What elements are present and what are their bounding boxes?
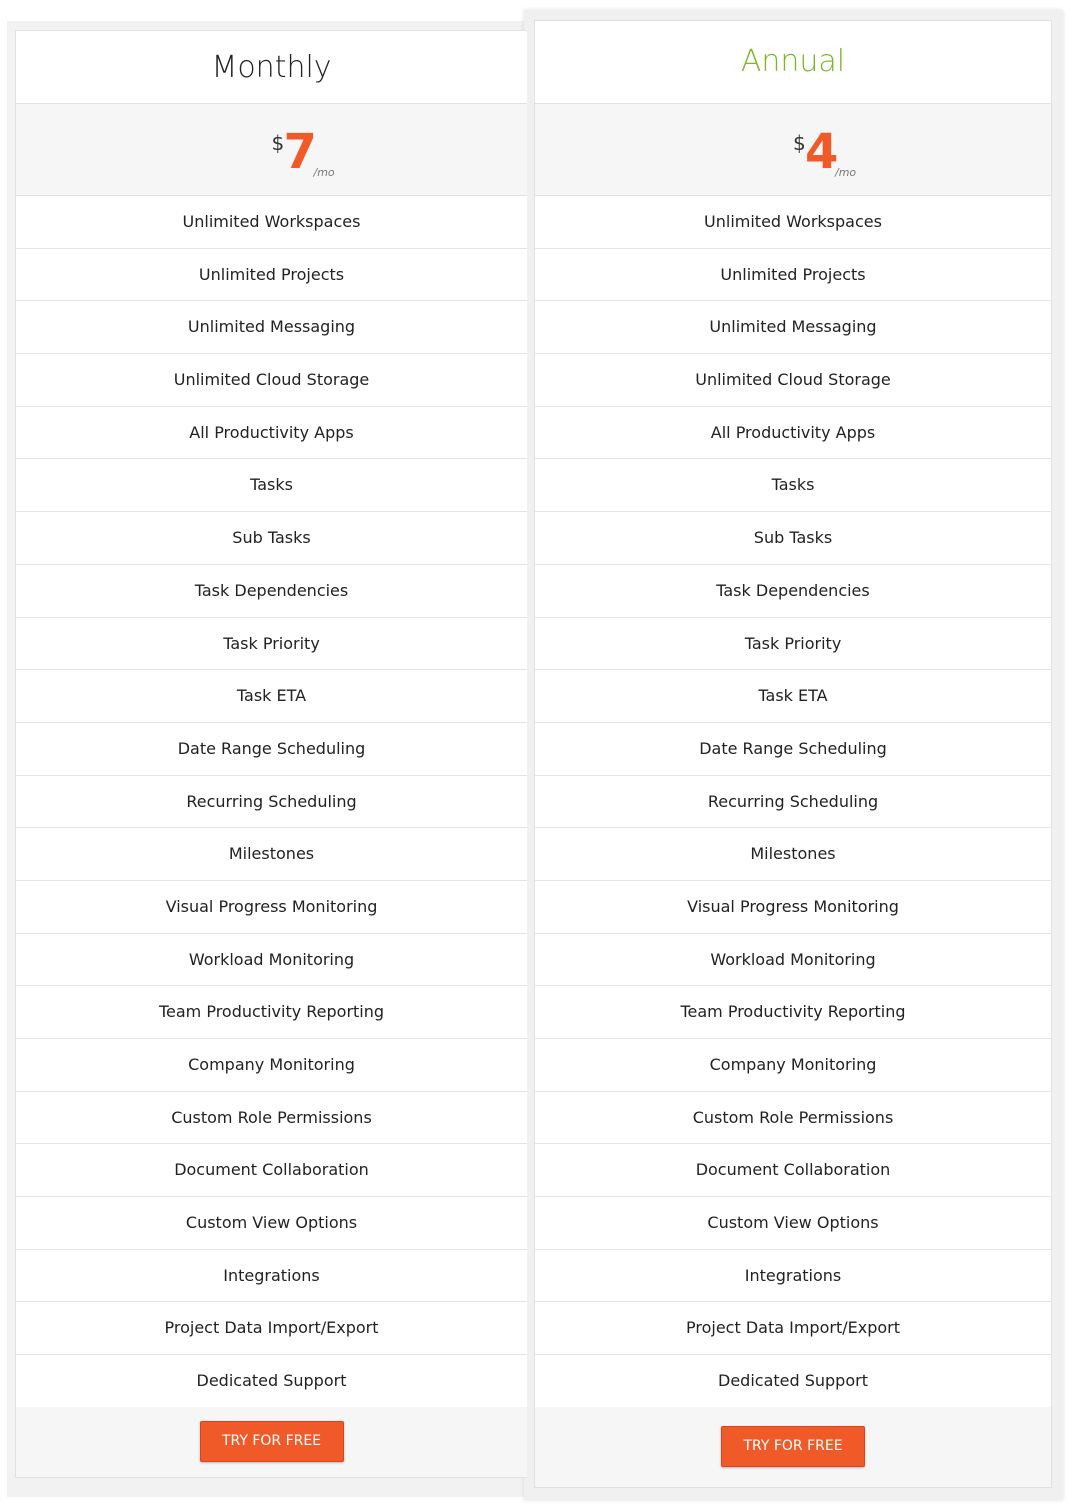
feature-item: Integrations (16, 1250, 527, 1303)
feature-item: Date Range Scheduling (16, 723, 527, 776)
feature-item: Tasks (16, 459, 527, 512)
feature-item: Integrations (535, 1250, 1051, 1303)
feature-item: Dedicated Support (16, 1355, 527, 1408)
feature-item: Document Collaboration (535, 1144, 1051, 1197)
feature-list (16, 196, 527, 1408)
feature-item: Task Priority (16, 618, 527, 671)
currency-symbol: $ (271, 131, 285, 155)
feature-item: Workload Monitoring (16, 934, 527, 987)
feature-item: Visual Progress Monitoring (535, 881, 1051, 934)
feature-item: Document Collaboration (16, 1144, 527, 1197)
feature-item: Task Dependencies (16, 565, 527, 618)
price-period: /mo (835, 166, 857, 179)
feature-item: Unlimited Workspaces (535, 196, 1051, 249)
feature-list (535, 196, 1051, 1408)
feature-item: Unlimited Cloud Storage (535, 354, 1051, 407)
feature-item: Unlimited Cloud Storage (16, 354, 527, 407)
plan-title: Monthly (16, 31, 527, 104)
feature-item: Recurring Scheduling (535, 776, 1051, 829)
feature-item: Custom View Options (16, 1197, 527, 1250)
currency-symbol: $ (793, 131, 806, 155)
pricing-card-monthly (15, 30, 527, 1478)
feature-item: Project Data Import/Export (16, 1302, 527, 1355)
feature-item: Tasks (535, 459, 1051, 512)
feature-item: Workload Monitoring (535, 934, 1051, 987)
feature-item: Team Productivity Reporting (16, 986, 527, 1039)
card-footer (535, 1407, 1051, 1487)
feature-item: Visual Progress Monitoring (16, 881, 527, 934)
try-for-free-button[interactable]: TRY FOR FREE (200, 1421, 344, 1462)
pricing-card-annual (534, 20, 1052, 1488)
feature-item: Date Range Scheduling (535, 723, 1051, 776)
feature-item: Company Monitoring (535, 1039, 1051, 1092)
feature-item: Unlimited Projects (16, 249, 527, 302)
price-row (16, 104, 527, 196)
feature-item: Project Data Import/Export (535, 1302, 1051, 1355)
feature-item: Recurring Scheduling (16, 776, 527, 829)
card-footer (16, 1407, 527, 1477)
feature-item: Custom Role Permissions (16, 1092, 527, 1145)
plan-title: Annual (535, 21, 1051, 104)
feature-item: Sub Tasks (16, 512, 527, 565)
price-period: /mo (313, 166, 335, 179)
feature-item: Unlimited Projects (535, 249, 1051, 302)
feature-item: Sub Tasks (535, 512, 1051, 565)
feature-item: Task Dependencies (535, 565, 1051, 618)
feature-item: All Productivity Apps (535, 407, 1051, 460)
price-amount: 4 (805, 124, 839, 180)
feature-item: Team Productivity Reporting (535, 986, 1051, 1039)
price-row (535, 104, 1051, 196)
feature-item: Milestones (535, 828, 1051, 881)
feature-item: Unlimited Messaging (535, 301, 1051, 354)
feature-item: Task Priority (535, 618, 1051, 671)
feature-item: Dedicated Support (535, 1355, 1051, 1408)
feature-item: Milestones (16, 828, 527, 881)
feature-item: Unlimited Messaging (16, 301, 527, 354)
feature-item: Custom Role Permissions (535, 1092, 1051, 1145)
price-amount: 7 (283, 124, 317, 180)
feature-item: Unlimited Workspaces (16, 196, 527, 249)
feature-item: All Productivity Apps (16, 407, 527, 460)
feature-item: Task ETA (535, 670, 1051, 723)
feature-item: Task ETA (16, 670, 527, 723)
feature-item: Custom View Options (535, 1197, 1051, 1250)
feature-item: Company Monitoring (16, 1039, 527, 1092)
try-for-free-button[interactable]: TRY FOR FREE (721, 1426, 865, 1467)
